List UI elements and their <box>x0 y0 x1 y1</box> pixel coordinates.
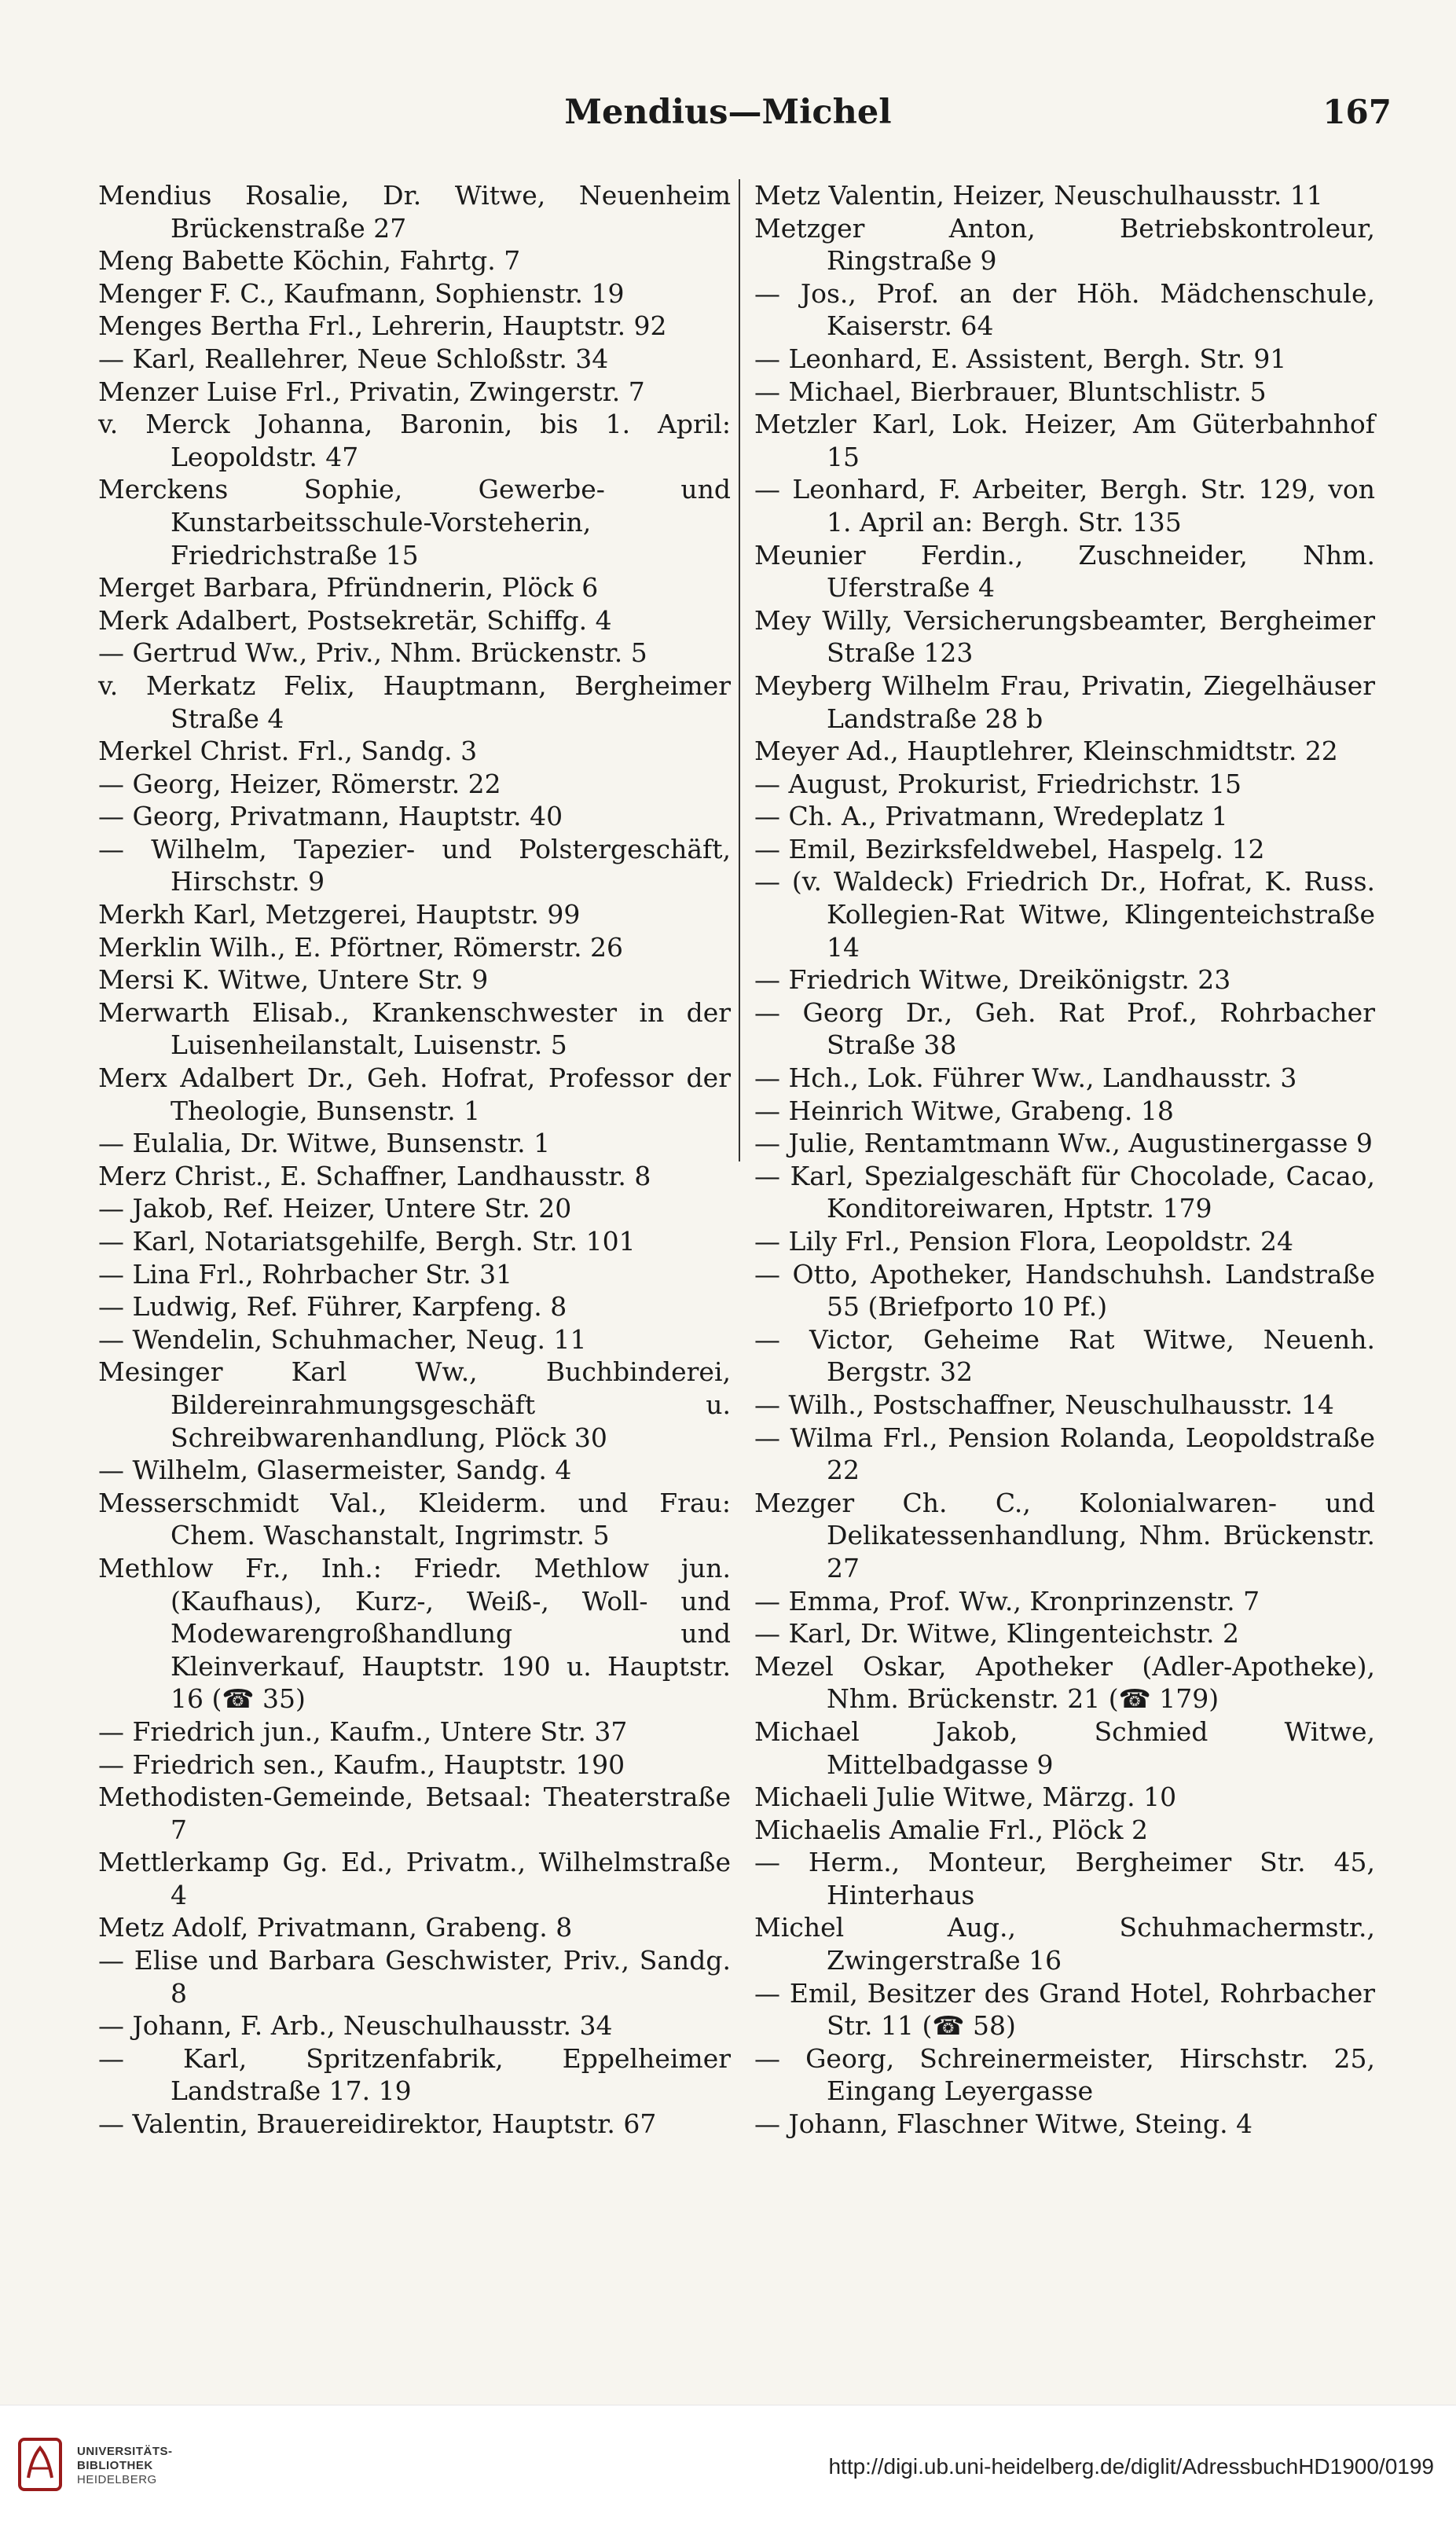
directory-entry: Menger F. C., Kaufmann, Sophienstr. 19 <box>98 277 625 309</box>
directory-entry: Meyer Ad., Hauptlehrer, Kleinschmidtstr. 22 <box>754 736 1338 767</box>
directory-entry: — Ludwig, Ref. Führer, Karpfeng. 8 <box>98 1291 567 1323</box>
directory-entry: Methodisten-Gemeinde, Betsaal: Theaterstraße 7 <box>98 1782 731 1845</box>
source-url-link[interactable]: http://digi.ub.uni-heidelberg.de/diglit/AdressbuchHD1900/0199 <box>828 2454 1434 2479</box>
directory-entry: — Friedrich sen., Kaufm., Hauptstr. 190 <box>98 1749 625 1780</box>
directory-entry: v. Merkatz Felix, Hauptmann, Bergheimer Straße 4 <box>98 670 731 734</box>
directory-entry: — Georg, Heizer, Römerstr. 22 <box>98 768 501 799</box>
directory-entry: Meunier Ferdin., Zuschneider, Nhm. Uferstraße 4 <box>754 539 1375 604</box>
directory-entry: Merklin Wilh., E. Pförtner, Römerstr. 26 <box>98 931 624 963</box>
directory-entry: Menzer Luise Frl., Privatin, Zwingerstr. 7 <box>98 376 645 407</box>
directory-entry: Michael Jakob, Schmied Witwe, Mittelbadgasse 9 <box>754 1716 1375 1780</box>
page-number: 167 <box>1322 93 1392 131</box>
directory-entry: Merwarth Elisab., Krankenschwester in der Luisenheilanstalt, Luisenstr. 5 <box>98 996 731 1061</box>
directory-entry: Merkel Christ. Frl., Sandg. 3 <box>98 736 478 767</box>
directory-entry: — Wilhelm, Tapezier- und Polstergeschäft, Hirschstr. 9 <box>98 833 731 897</box>
page-title: Mendius—Michel <box>564 93 892 132</box>
directory-entry: — Heinrich Witwe, Grabeng. 18 <box>754 1095 1174 1126</box>
directory-entry: — Valentin, Brauereidirektor, Hauptstr. 67 <box>98 2108 657 2140</box>
directory-entry: — Wilh., Postschaffner, Neuschulhausstr. 14 <box>754 1389 1334 1420</box>
directory-entry: Mey Willy, Versicherungsbeamter, Bergheimer Straße 123 <box>754 604 1375 669</box>
directory-entry: Mezger Ch. C., Kolonialwaren- und Delikatessenhandlung, Nhm. Brückenstr. 27 <box>754 1487 1375 1583</box>
directory-entry: — Wendelin, Schuhmacher, Neug. 11 <box>98 1323 587 1355</box>
directory-entry: — Friedrich jun., Kaufm., Untere Str. 37 <box>98 1716 628 1747</box>
directory-entry: Metz Adolf, Privatmann, Grabeng. 8 <box>98 1912 573 1943</box>
directory-entry: — Jakob, Ref. Heizer, Untere Str. 20 <box>98 1193 572 1224</box>
directory-entry: — Lily Frl., Pension Flora, Leopoldstr. 24 <box>754 1226 1293 1257</box>
directory-entry: — Karl, Reallehrer, Neue Schloßstr. 34 <box>98 343 609 374</box>
directory-entry: — Karl, Spezialgeschäft für Chocolade, Cacao, Konditoreiwaren, Hptstr. 179 <box>754 1160 1375 1224</box>
directory-entry: — (v. Waldeck) Friedrich Dr., Hofrat, K. Russ. Kollegien-Rat Witwe, Klingenteichstraße 14 <box>754 866 1375 963</box>
column-divider <box>739 179 740 1161</box>
directory-entry: — Georg, Schreinermeister, Hirschstr. 25, Eingang Leyergasse <box>754 2042 1375 2107</box>
directory-entry: — Hch., Lok. Führer Ww., Landhausstr. 3 <box>754 1062 1297 1094</box>
directory-entry: Merkh Karl, Metzgerei, Hauptstr. 99 <box>98 899 581 930</box>
directory-entry: Metzler Karl, Lok. Heizer, Am Güterbahnhof 15 <box>754 409 1375 472</box>
university-seal-icon <box>17 2437 63 2492</box>
directory-entry: — Johann, Flaschner Witwe, Steing. 4 <box>754 2108 1253 2140</box>
directory-entry: — Leonhard, E. Assistent, Bergh. Str. 91 <box>754 343 1287 374</box>
directory-entry: Michel Aug., Schuhmachermstr., Zwingerstraße 16 <box>754 1912 1375 1976</box>
directory-entry: Merx Adalbert Dr., Geh. Hofrat, Professor der Theologie, Bunsenstr. 1 <box>98 1062 731 1126</box>
left-column <box>98 179 731 2140</box>
directory-entry: Michaeli Julie Witwe, Märzg. 10 <box>754 1782 1177 1813</box>
directory-entry: v. Merck Johanna, Baronin, bis 1. April: Leopoldstr. 47 <box>98 409 731 472</box>
directory-entry: — Emil, Bezirksfeldwebel, Haspelg. 12 <box>754 833 1265 864</box>
directory-entry: — Karl, Dr. Witwe, Klingenteichstr. 2 <box>754 1618 1239 1649</box>
directory-entry: Merk Adalbert, Postsekretär, Schiffg. 4 <box>98 604 612 636</box>
directory-entry: — Michael, Bierbrauer, Bluntschlistr. 5 <box>754 376 1267 407</box>
directory-entry: Michaelis Amalie Frl., Plöck 2 <box>754 1814 1149 1845</box>
directory-entry: Messerschmidt Val., Kleiderm. und Frau: Chem. Waschanstalt, Ingrimstr. 5 <box>98 1487 731 1551</box>
directory-entry: Mendius Rosalie, Dr. Witwe, Neuenheim Brückenstraße 27 <box>98 180 731 244</box>
footer-bar <box>0 2405 1456 2521</box>
logo-line: HEIDELBERG <box>77 2473 157 2486</box>
library-logo-text[interactable] <box>77 2445 173 2487</box>
directory-entry: Meyberg Wilhelm Frau, Privatin, Ziegelhäuser Landstraße 28 b <box>754 670 1375 734</box>
directory-entry: — Georg, Privatmann, Hauptstr. 40 <box>98 801 563 832</box>
directory-entry: — Leonhard, F. Arbeiter, Bergh. Str. 129, von 1. April an: Bergh. Str. 135 <box>754 474 1375 538</box>
directory-entry: — Johann, F. Arb., Neuschulhausstr. 34 <box>98 2010 613 2042</box>
directory-entry: — Karl, Notariatsgehilfe, Bergh. Str. 101 <box>98 1226 636 1257</box>
logo-line: UNIVERSITÄTS- <box>77 2445 173 2458</box>
directory-entry: Meng Babette Köchin, Fahrtg. 7 <box>98 245 521 277</box>
directory-entry: Merz Christ., E. Schaffner, Landhausstr. 8 <box>98 1160 651 1191</box>
directory-entry: Merckens Sophie, Gewerbe- und Kunstarbeitsschule-Vorsteherin, Friedrichstraße 15 <box>98 474 731 571</box>
directory-entry: — Wilhelm, Glasermeister, Sandg. 4 <box>98 1455 572 1486</box>
directory-entry: Mersi K. Witwe, Untere Str. 9 <box>98 964 489 996</box>
directory-entry: Metzger Anton, Betriebskontroleur, Ringstraße 9 <box>754 212 1375 277</box>
directory-entry: — Ch. A., Privatmann, Wredeplatz 1 <box>754 801 1228 832</box>
directory-entry: — Herm., Monteur, Bergheimer Str. 45, Hinterhaus <box>754 1847 1375 1910</box>
directory-entry: — Julie, Rentamtmann Ww., Augustinergasse 9 <box>754 1128 1373 1159</box>
directory-entry: — Friedrich Witwe, Dreikönigstr. 23 <box>754 964 1231 996</box>
directory-entry: — Eulalia, Dr. Witwe, Bunsenstr. 1 <box>98 1128 551 1159</box>
right-column <box>754 179 1375 2140</box>
directory-entry: — Jos., Prof. an der Höh. Mädchenschule, Kaiserstr. 64 <box>754 277 1375 342</box>
directory-entry: — Gertrud Ww., Priv., Nhm. Brückenstr. 5 <box>98 637 647 669</box>
directory-entry: — Victor, Geheime Rat Witwe, Neuenh. Bergstr. 32 <box>754 1323 1375 1388</box>
directory-entry: — Karl, Spritzenfabrik, Eppelheimer Landstraße 17. 19 <box>98 2042 731 2107</box>
directory-entry: Merget Barbara, Pfründnerin, Plöck 6 <box>98 572 599 604</box>
directory-entry: Mesinger Karl Ww., Buchbinderei, Bildereinrahmungsgeschäft u. Schreibwarenhandlung, Plöck 30 <box>98 1356 731 1453</box>
directory-entry: Menges Bertha Frl., Lehrerin, Hauptstr. 92 <box>98 310 667 342</box>
directory-entry: Methlow Fr., Inh.: Friedr. Methlow jun. (Kaufhaus), Kurz-, Weiß-, Woll- und Modewarengroßhandlung und Kleinverkauf, Hauptstr. 190 u. Hauptstr. 16 (☎ 35) <box>98 1552 731 1715</box>
directory-entry: — Otto, Apotheker, Handschuhsh. Landstraße 55 (Briefporto 10 Pf.) <box>754 1258 1375 1323</box>
directory-entry: — Emil, Besitzer des Grand Hotel, Rohrbacher Str. 11 (☎ 58) <box>754 1977 1375 2042</box>
directory-entry: — Wilma Frl., Pension Rolanda, Leopoldstraße 22 <box>754 1422 1375 1486</box>
directory-entry: — Georg Dr., Geh. Rat Prof., Rohrbacher Straße 38 <box>754 996 1375 1061</box>
directory-entry: — Emma, Prof. Ww., Kronprinzenstr. 7 <box>754 1585 1260 1616</box>
directory-entry: — Lina Frl., Rohrbacher Str. 31 <box>98 1258 513 1290</box>
directory-entry: — Elise und Barbara Geschwister, Priv., Sandg. 8 <box>98 1945 731 2009</box>
running-head <box>0 86 1456 141</box>
logo-line: BIBLIOTHEK <box>77 2459 153 2472</box>
directory-entry: — August, Prokurist, Friedrichstr. 15 <box>754 768 1241 799</box>
directory-entry: Metz Valentin, Heizer, Neuschulhausstr. 11 <box>754 180 1323 211</box>
directory-entry: Mezel Oskar, Apotheker (Adler-Apotheke), Nhm. Brückenstr. 21 (☎ 179) <box>754 1650 1375 1715</box>
directory-entry: Mettlerkamp Gg. Ed., Privatm., Wilhelmstraße 4 <box>98 1847 731 1910</box>
